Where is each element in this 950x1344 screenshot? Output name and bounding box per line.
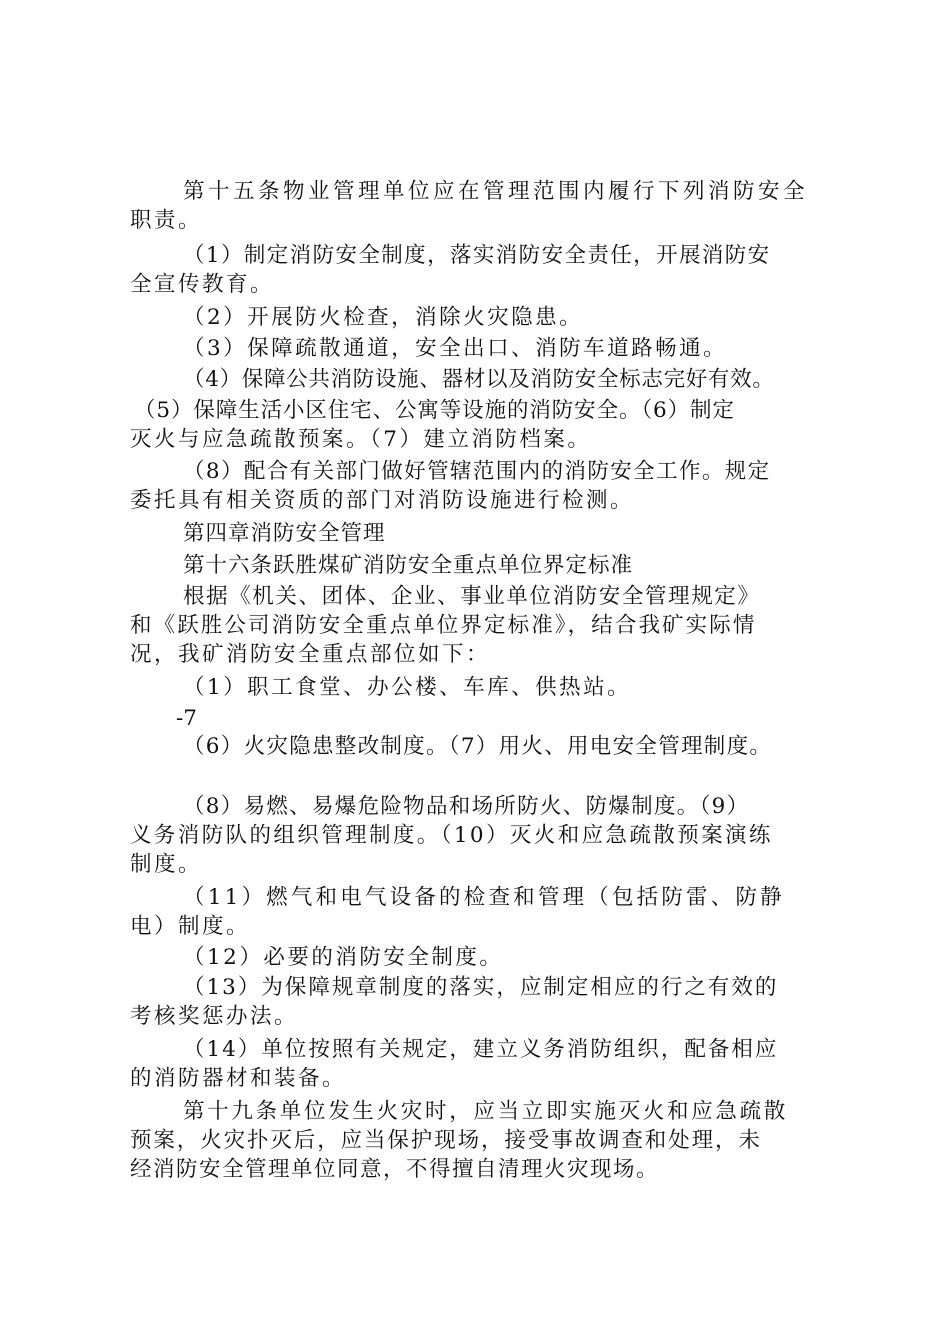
text-line: 第十五条物业管理单位应在管理范围内履行下列消防安全 <box>183 179 809 204</box>
text-line: 第十六条跃胜煤矿消防安全重点单位界定标准 <box>183 553 634 578</box>
text-line: 预案，火灾扑灭后，应当保护现场，接受事故调查和处理，未 <box>130 1128 762 1153</box>
text-line: 经消防安全管理单位同意，不得擅自清理火灾现场。 <box>130 1157 660 1182</box>
text-line: 义务消防队的组织管理制度。（10）灭火和应急疏散预案演练 <box>130 823 773 848</box>
text-line: （13）为保障规章制度的落实，应制定相应的行之有效的 <box>183 975 779 1000</box>
text-line: 的消防器材和装备。 <box>130 1066 347 1091</box>
text-line: （14）单位按照有关规定，建立义务消防组织，配备相应 <box>183 1037 779 1062</box>
text-line: 电）制度。 <box>130 914 251 939</box>
page-number: -7 <box>176 706 197 731</box>
text-line: 况，我矿消防安全重点部位如下： <box>130 642 491 667</box>
text-line: 制度。 <box>130 852 203 877</box>
text-line: （11）燃气和电气设备的检查和管理（包括防雷、防静 <box>183 885 785 910</box>
text-line: 第十九条单位发生火灾时，应当立即实施灭火和应急疏散 <box>183 1099 789 1124</box>
text-line: （5）保障生活小区住宅、公寓等设施的消防安全。（6）制定 <box>134 398 735 423</box>
text-line: （8）配合有关部门做好管辖范围内的消防安全工作。规定 <box>183 459 771 484</box>
text-line: （8）易燃、易爆危险物品和场所防火、防爆制度。（9） <box>183 794 750 819</box>
text-line: 和《跃胜公司消防安全重点单位界定标准》，结合我矿实际情 <box>130 613 757 638</box>
text-line: （12）必要的消防安全制度。 <box>183 945 504 970</box>
text-line: （2）开展防火检查，消除火灾隐患。 <box>183 305 584 330</box>
text-line: （1）职工食堂、办公楼、车库、供热站。 <box>183 675 632 700</box>
text-line: 委托具有相关资质的部门对消防设施进行检测。 <box>130 488 635 513</box>
text-line: 考核奖惩办法。 <box>130 1004 299 1029</box>
text-line: 灭火与应急疏散预案。（7）建立消防档案。 <box>130 427 592 452</box>
text-line: 职责。 <box>130 208 203 233</box>
text-line: （6）火灾隐患整改制度。（7）用火、用电安全管理制度。 <box>183 734 773 759</box>
text-line: （4）保障公共消防设施、器材以及消防安全标志完好有效。 <box>183 367 775 392</box>
section-heading: 第四章消防安全管理 <box>183 521 386 546</box>
text-line: 全宣传教育。 <box>130 272 275 297</box>
text-line: （3）保障疏散通道，安全出口、消防车道路畅通。 <box>183 336 728 361</box>
text-line: 根据《机关、团体、企业、事业单位消防安全管理规定》 <box>183 584 761 609</box>
text-line: （1）制定消防安全制度，落实消防安全责任，开展消防安 <box>183 243 771 268</box>
